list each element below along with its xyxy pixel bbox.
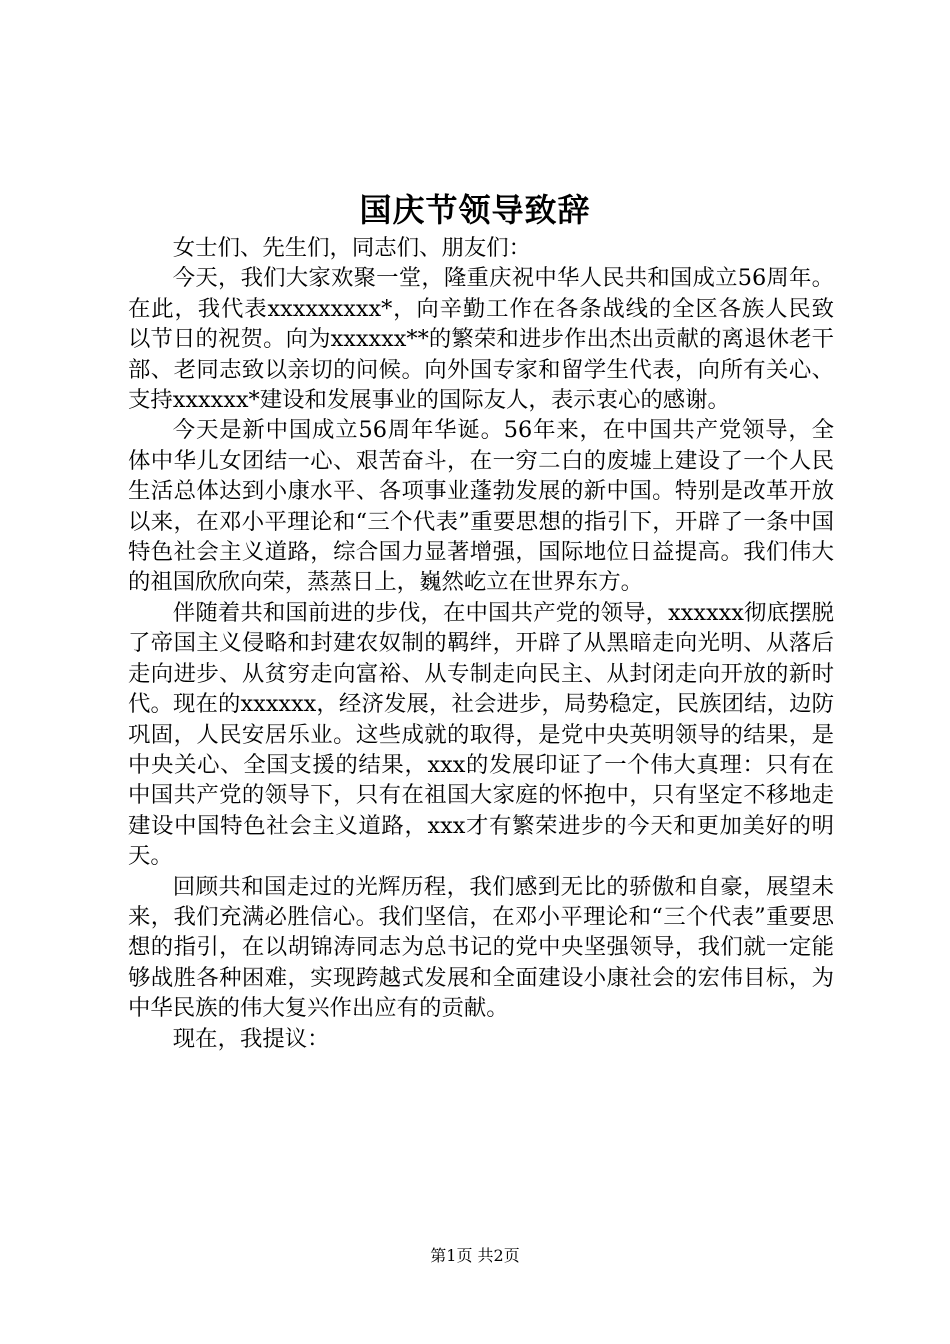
body-paragraph: 今天是新中国成立56周年华诞。56年来，在中国共产党领导，全体中华儿女团结一心、艰苦奋斗，在一穷二白的废墟上建设了一个人民生活总体达到小康水平、各项事业蓬勃发展的新中国。特别是改革开放以来，在邓小平理论和“三个代表”重要思想的指引下，开辟了一条中国特色社会主义道路，综合国力显著增强，国际地位日益提高。我们伟大的祖国欣欣向荣，蒸蒸日上，巍然屹立在世界东方。 xyxy=(128,417,834,596)
document-body xyxy=(128,233,834,1054)
salutation-paragraph: 女士们、先生们，同志们、朋友们： xyxy=(172,235,532,261)
body-paragraph: 回顾共和国走过的光辉历程，我们感到无比的骄傲和自豪，展望未来，我们充满必胜信心。我们坚信，在邓小平理论和“三个代表”重要思想的指引，在以胡锦涛同志为总书记的党中央坚强领导，我们就一定能够战胜各种困难，实现跨越式发展和全面建设小康社会的宏伟目标，为中华民族的伟大复兴作出应有的贡献。 xyxy=(128,873,834,1022)
document-title: 国庆节领导致辞 xyxy=(359,191,591,229)
page-number-footer: 第1页 共2页 xyxy=(430,1246,520,1265)
body-paragraph: 伴随着共和国前进的步伐，在中国共产党的领导，xxxxxx彻底摆脱了帝国主义侵略和封建农奴制的羁绊，开辟了从黑暗走向光明、从落后走向进步、从贫穷走向富裕、从专制走向民主、从封闭走向开放的新时代。现在的xxxxxx，经济发展，社会进步，局势稳定，民族团结，边防巩固，人民安居乐业。这些成就的取得，是党中央英明领导的结果，是中央关心、全国支援的结果，xxx的发展印证了一个伟大真理：只有在中国共产党的领导下，只有在祖国大家庭的怀抱中，只有坚定不移地走建设中国特色社会主义道路，xxx才有繁荣进步的今天和更加美好的明天。 xyxy=(128,599,834,870)
closing-paragraph: 现在，我提议： xyxy=(172,1025,330,1052)
body-paragraph: 今天，我们大家欢聚一堂，隆重庆祝中华人民共和国成立56周年。在此，我代表xxxxxxxxx*，向辛勤工作在各条战线的全区各族人民致以节日的祝贺。向为xxxxxx**的繁荣和进步作出杰出贡献的离退休老干部、老同志致以亲切的问候。向外国专家和留学生代表，向所有关心、支持xxxxxx*建设和发展事业的国际友人，表示衷心的感谢。 xyxy=(128,265,834,414)
